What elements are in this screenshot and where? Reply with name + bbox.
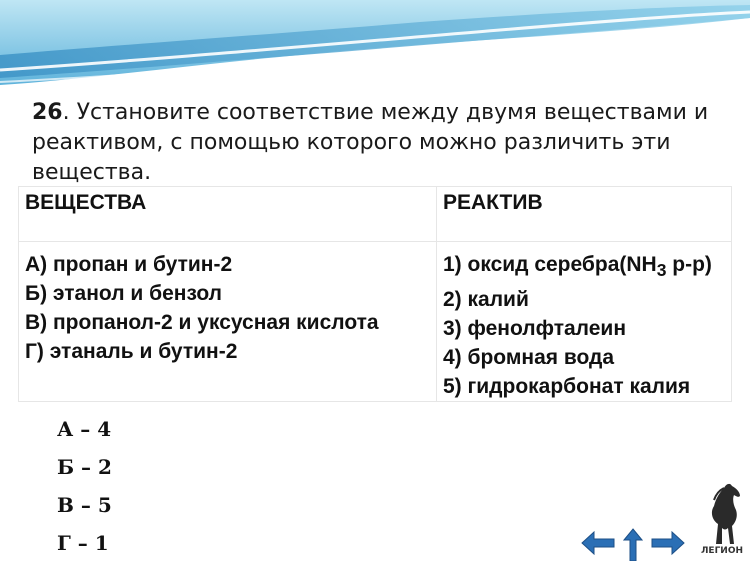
arrow-left-icon bbox=[580, 528, 616, 558]
logo-text: ЛЕГИОН bbox=[700, 546, 744, 556]
arrow-up-icon bbox=[623, 528, 643, 561]
question-number: 26 bbox=[32, 100, 63, 125]
matching-table bbox=[18, 186, 732, 402]
horse-icon bbox=[694, 480, 750, 546]
substance-item: В) пропанол-2 и уксусная кислота bbox=[25, 311, 379, 334]
substances-list bbox=[19, 242, 437, 402]
reagents-header: РЕАКТИВ bbox=[437, 187, 732, 242]
reagent-1-subscript: 3 bbox=[656, 260, 667, 281]
question-body: . Установите соответствие между двумя веществами и реактивом, с помощью которого можно различить эти вещества. bbox=[32, 100, 709, 185]
reagent-1-suffix: р-р) bbox=[666, 253, 712, 276]
answer-item: Б – 2 bbox=[57, 455, 112, 479]
substance-item: Г) этаналь и бутин-2 bbox=[25, 340, 238, 363]
reagent-item: 3) фенолфталеин bbox=[443, 317, 627, 341]
arrow-right-icon bbox=[650, 528, 686, 558]
substance-item: Б) этанол и бензол bbox=[25, 282, 223, 305]
header-wave-decoration bbox=[0, 0, 750, 95]
substance-item: А) пропан и бутин-2 bbox=[25, 253, 233, 276]
reagent-item bbox=[443, 250, 725, 285]
reagent-item: 4) бромная вода bbox=[443, 346, 615, 370]
answer-item: Г – 1 bbox=[57, 531, 109, 555]
reagent-item: 5) гидрокарбонат калия bbox=[443, 375, 691, 399]
back-button[interactable] bbox=[580, 528, 616, 558]
reagent-item: 2) калий bbox=[443, 288, 529, 312]
answer-item: А – 4 bbox=[57, 417, 112, 441]
question-text bbox=[32, 98, 722, 188]
answer-list bbox=[57, 414, 112, 566]
reagents-list bbox=[437, 242, 732, 402]
home-button[interactable] bbox=[623, 528, 643, 561]
answer-item: В – 5 bbox=[57, 493, 112, 517]
reagent-1-prefix: 1) оксид серебра(NH bbox=[443, 253, 657, 276]
forward-button[interactable] bbox=[650, 528, 686, 558]
legion-logo bbox=[694, 480, 750, 561]
substances-header: ВЕЩЕСТВА bbox=[19, 187, 437, 242]
